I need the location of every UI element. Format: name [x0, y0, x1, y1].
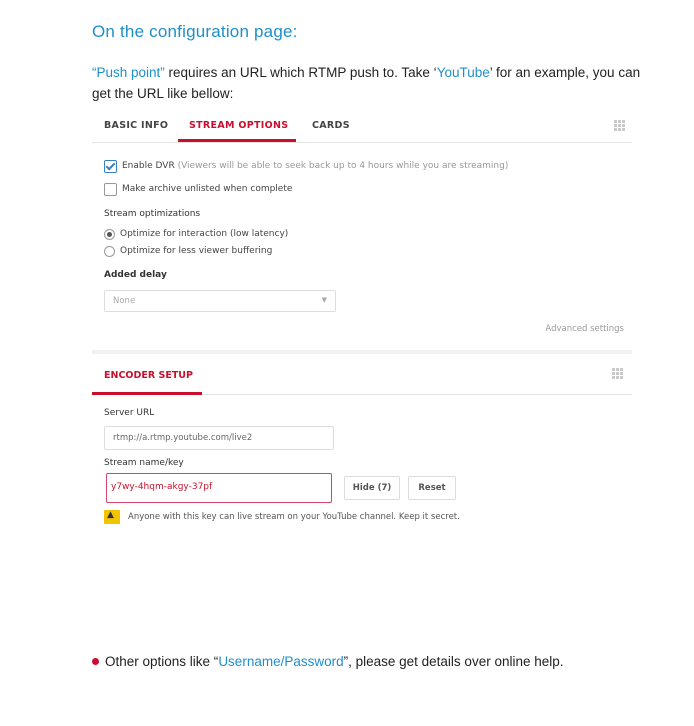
- hide-key-button[interactable]: Hide (7): [344, 476, 400, 500]
- enable-dvr-row: [122, 161, 508, 171]
- added-delay-title: Added delay: [104, 270, 167, 280]
- added-delay-select[interactable]: [104, 290, 336, 312]
- push-point-term: Push point: [96, 65, 161, 80]
- enable-dvr-checkbox[interactable]: [104, 160, 117, 173]
- reset-key-button[interactable]: Reset: [408, 476, 456, 500]
- server-url-label: Server URL: [104, 408, 155, 418]
- advanced-settings-link[interactable]: Advanced settings: [545, 324, 624, 334]
- quote-close: ”: [160, 65, 165, 80]
- bullet-text-2: ”, please get details over online help.: [343, 654, 564, 669]
- optimize-interaction-label: Optimize for interaction (low latency): [120, 229, 289, 239]
- grid-icon[interactable]: [614, 120, 625, 131]
- encoder-setup-title: ENCODER SETUP: [104, 370, 193, 381]
- section-divider: [92, 350, 632, 354]
- unlisted-checkbox[interactable]: [104, 183, 117, 196]
- unlisted-label: Make archive unlisted when complete: [122, 184, 293, 194]
- stream-key-label: Stream name/key: [104, 458, 184, 468]
- stream-key-value: y7wy-4hqm-akgy-37pf: [111, 482, 213, 492]
- optimize-buffering-label: Optimize for less viewer buffering: [120, 246, 273, 256]
- warning-icon: [104, 510, 120, 524]
- encoder-setup-indicator: [92, 392, 202, 395]
- grid-icon[interactable]: [612, 368, 623, 379]
- tab-cards[interactable]: CARDS: [312, 120, 350, 131]
- tab-basic-info[interactable]: BASIC INFO: [104, 120, 169, 131]
- intro-paragraph: [92, 62, 652, 104]
- added-delay-value: None: [113, 296, 136, 306]
- intro-text-2: ’ for an example, you can get the URL like bellow:: [92, 65, 641, 101]
- warning-text: Anyone with this key can live stream on your YouTube channel. Keep it secret.: [128, 512, 460, 522]
- chevron-down-icon: ▼: [321, 296, 327, 304]
- youtube-term: YouTube: [436, 65, 490, 80]
- optimize-buffering-radio[interactable]: [104, 246, 115, 257]
- optimize-interaction-radio[interactable]: [104, 229, 115, 240]
- intro-text-1: requires an URL which RTMP push to. Take ‘: [164, 65, 437, 80]
- tab-bar: [92, 106, 632, 146]
- bullet-dot-icon: [92, 658, 99, 665]
- section-heading: On the configuration page:: [92, 22, 298, 41]
- tab-bar-divider: [92, 142, 632, 143]
- youtube-stream-settings-screenshot: [92, 106, 632, 546]
- quote-open: “: [92, 65, 97, 80]
- enable-dvr-label: Enable DVR: [122, 161, 175, 171]
- server-url-field[interactable]: [104, 426, 334, 450]
- bullet-text-1: Other options like “: [105, 654, 219, 669]
- username-password-term: Username/Password: [218, 654, 344, 669]
- bullet-note: [92, 654, 564, 669]
- enable-dvr-note: (Viewers will be able to seek back up to 4 hours while you are streaming): [177, 161, 509, 171]
- stream-key-field[interactable]: [106, 473, 332, 503]
- server-url-value: rtmp://a.rtmp.youtube.com/live2: [113, 433, 253, 443]
- stream-optimizations-title: Stream optimizations: [104, 209, 201, 219]
- tab-stream-options[interactable]: STREAM OPTIONS: [189, 120, 289, 131]
